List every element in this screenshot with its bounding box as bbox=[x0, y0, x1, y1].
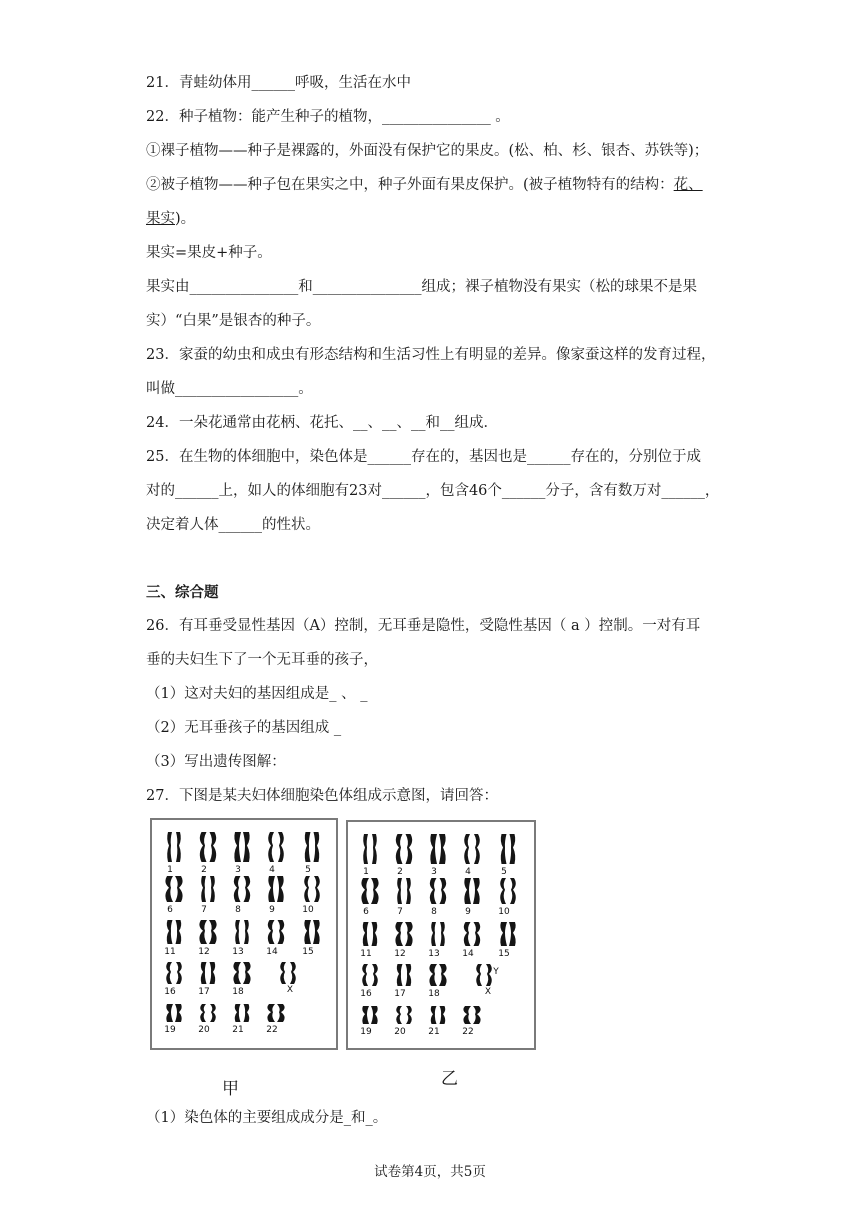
yi-chromosome-16 bbox=[362, 964, 378, 986]
jia-chromosome-15 bbox=[304, 920, 319, 944]
q25-line-3: 决定着人体______的性状。 bbox=[146, 517, 320, 533]
jia-chromosome-label-17: 17 bbox=[198, 987, 210, 997]
jia-chromosome-label-19: 19 bbox=[164, 1025, 176, 1035]
q25-line-2: 对的______上，如人的体细胞有23对______，包含46个______分子，含有数万对______， bbox=[146, 483, 720, 499]
yi-chromosome-label-19: 19 bbox=[360, 1027, 372, 1037]
yi-chromosome-15 bbox=[500, 922, 515, 946]
yi-chromosome-label-16: 16 bbox=[360, 989, 372, 999]
jia-chromosome-label-3: 3 bbox=[235, 865, 241, 875]
jia-chromosome-label-9: 9 bbox=[269, 905, 275, 915]
jia-chromosome-11 bbox=[167, 920, 181, 944]
jia-chromosome-label-5: 5 bbox=[305, 865, 311, 875]
yi-chromosome-3 bbox=[430, 834, 445, 864]
jia-chromosome-label-18: 18 bbox=[232, 987, 244, 997]
jia-chromosome-label-6: 6 bbox=[167, 905, 173, 915]
yi-chromosome-8 bbox=[430, 878, 446, 904]
jia-chromosome-label-10: 10 bbox=[302, 905, 314, 915]
karyotype-panel-jia bbox=[150, 818, 338, 1050]
yi-chromosome-6 bbox=[361, 878, 378, 904]
yi-chromosome-label-5: 5 bbox=[501, 867, 507, 877]
yi-sex-chromosome bbox=[476, 964, 492, 986]
jia-chromosome-16 bbox=[166, 962, 182, 984]
yi-chromosome-5 bbox=[501, 834, 515, 864]
jia-chromosome-2 bbox=[200, 832, 216, 862]
q26-line-2: 垂的夫妇生下了一个无耳垂的孩子， bbox=[146, 652, 378, 668]
jia-chromosome-5 bbox=[305, 832, 319, 862]
jia-chromosome-label-7: 7 bbox=[201, 905, 207, 915]
q22-fruit-formula: 果实=果皮+种子。 bbox=[146, 245, 272, 261]
jia-chromosome-12 bbox=[199, 920, 216, 944]
yi-chromosome-14 bbox=[464, 922, 480, 946]
yi-chromosome-17 bbox=[397, 964, 411, 986]
jia-chromosome-label-13: 13 bbox=[232, 947, 244, 957]
q22-gymnosperm-line: ①裸子植物——种子是裸露的，外面没有保护它的果皮。(松、柏、杉、银杏、苏铁等)； bbox=[146, 143, 709, 159]
yi-chromosome-label-18: 18 bbox=[428, 989, 440, 999]
jia-chromosome-label-2: 2 bbox=[201, 865, 207, 875]
jia-chromosome-3 bbox=[234, 832, 249, 862]
jia-chromosome-10 bbox=[304, 876, 320, 902]
jia-chromosome-14 bbox=[268, 920, 284, 944]
q21-line: 21．青蛙幼体用______呼吸，生活在水中 bbox=[146, 75, 411, 91]
yi-chromosome-label-7: 7 bbox=[397, 907, 403, 917]
q22-line: 22．种子植物：能产生种子的植物，_______________ 。 bbox=[146, 109, 510, 125]
jia-chromosome-label-22: 22 bbox=[266, 1025, 278, 1035]
q22-fruit-composition: 果实由_______________和_______________组成；裸子植物没有果实（松的球果不是果 bbox=[146, 279, 697, 295]
jia-chromosome-22 bbox=[267, 1004, 284, 1022]
q26-line-1: 26．有耳垂受显性基因（A）控制，无耳垂是隐性，受隐性基因（ a ）控制。一对有耳 bbox=[146, 618, 701, 634]
yi-chromosome-label-20: 20 bbox=[394, 1027, 406, 1037]
jia-chromosome-label-8: 8 bbox=[235, 905, 241, 915]
jia-sex-label-x: X bbox=[286, 985, 294, 995]
jia-chromosome-label-1: 1 bbox=[167, 865, 173, 875]
yi-chromosome-21 bbox=[431, 1006, 445, 1024]
yi-chromosome-label-14: 14 bbox=[462, 949, 474, 959]
jia-chromosome-18 bbox=[233, 962, 250, 984]
yi-chromosome-label-13: 13 bbox=[428, 949, 440, 959]
q23-line-2: 叫做_________________。 bbox=[146, 381, 313, 397]
yi-chromosome-label-1: 1 bbox=[363, 867, 369, 877]
jia-chromosome-label-4: 4 bbox=[269, 865, 275, 875]
q22-angiosperm-text: ②被子植物——种子包在果实之中，种子外面有果皮保护。(被子植物特有的结构： bbox=[146, 177, 674, 193]
q26-part-3: （3）写出遗传图解： bbox=[146, 754, 286, 770]
yi-chromosome-22 bbox=[463, 1006, 480, 1024]
jia-chromosome-7 bbox=[201, 876, 215, 902]
q22-ginkgo-line: 实）“白果”是银杏的种子。 bbox=[146, 313, 321, 329]
yi-chromosome-20 bbox=[396, 1006, 412, 1024]
q22-angiosperm-line bbox=[146, 175, 703, 195]
yi-chromosome-9 bbox=[464, 878, 479, 904]
jia-chromosome-label-14: 14 bbox=[266, 947, 278, 957]
jia-chromosome-label-16: 16 bbox=[164, 987, 176, 997]
q22-fruit-line bbox=[146, 209, 195, 229]
page-footer: 试卷第4页，共5页 bbox=[374, 1164, 486, 1180]
jia-chromosome-label-15: 15 bbox=[302, 947, 314, 957]
jia-chromosome-label-21: 21 bbox=[232, 1025, 244, 1035]
q22-fruit-underlined: 果实 bbox=[146, 211, 175, 227]
q26-part-1: （1）这对夫妇的基因组成是_ 、 _ bbox=[146, 686, 368, 702]
jia-chromosome-4 bbox=[268, 832, 284, 862]
yi-chromosome-1 bbox=[363, 834, 377, 864]
yi-chromosome-label-3: 3 bbox=[431, 867, 437, 877]
yi-sex-label-y: Y bbox=[493, 967, 499, 977]
yi-chromosome-18 bbox=[429, 964, 446, 986]
jia-chromosome-label-12: 12 bbox=[198, 947, 210, 957]
caption-jia: 甲 bbox=[222, 1079, 239, 1099]
jia-chromosome-8 bbox=[234, 876, 250, 902]
yi-chromosome-4 bbox=[464, 834, 480, 864]
yi-sex-label-x: X bbox=[484, 987, 492, 997]
q22-fruit-tail: )。 bbox=[175, 211, 196, 227]
yi-chromosome-label-9: 9 bbox=[465, 907, 471, 917]
jia-chromosome-6 bbox=[165, 876, 182, 902]
jia-chromosome-9 bbox=[268, 876, 283, 902]
yi-chromosome-11 bbox=[363, 922, 377, 946]
yi-chromosome-label-22: 22 bbox=[462, 1027, 474, 1037]
q22-flower-underlined: 花、 bbox=[673, 177, 703, 193]
q26-part-2: （2）无耳垂孩子的基因组成 _ bbox=[146, 720, 342, 736]
yi-chromosome-label-6: 6 bbox=[363, 907, 369, 917]
yi-chromosome-label-4: 4 bbox=[465, 867, 471, 877]
karyotype-figure-yi bbox=[348, 822, 534, 1048]
jia-chromosome-label-11: 11 bbox=[164, 947, 176, 957]
yi-chromosome-label-2: 2 bbox=[397, 867, 403, 877]
yi-chromosome-label-21: 21 bbox=[428, 1027, 440, 1037]
yi-chromosome-label-8: 8 bbox=[431, 907, 437, 917]
yi-chromosome-label-10: 10 bbox=[498, 907, 510, 917]
q27-part-1: （1）染色体的主要组成成分是_和_。 bbox=[146, 1110, 388, 1126]
q27-line: 27．下图是某夫妇体细胞染色体组成示意图，请回答： bbox=[146, 788, 498, 804]
yi-chromosome-label-11: 11 bbox=[360, 949, 372, 959]
q25-line-1: 25．在生物的体细胞中，染色体是______存在的，基因也是______存在的，分别位于成 bbox=[146, 449, 701, 465]
jia-chromosome-1 bbox=[167, 832, 181, 862]
yi-chromosome-label-12: 12 bbox=[394, 949, 406, 959]
yi-chromosome-label-15: 15 bbox=[498, 949, 510, 959]
jia-chromosome-20 bbox=[200, 1004, 216, 1022]
yi-chromosome-7 bbox=[397, 878, 411, 904]
jia-sex-chromosome bbox=[280, 962, 296, 984]
karyotype-figure-jia bbox=[152, 820, 336, 1048]
yi-chromosome-10 bbox=[500, 878, 516, 904]
yi-chromosome-19 bbox=[362, 1006, 377, 1024]
yi-chromosome-12 bbox=[395, 922, 412, 946]
jia-chromosome-13 bbox=[235, 920, 249, 944]
jia-chromosome-17 bbox=[201, 962, 215, 984]
q23-line-1: 23．家蚕的幼虫和成虫有形态结构和生活习性上有明显的差异。像家蚕这样的发育过程， bbox=[146, 347, 716, 363]
yi-chromosome-label-17: 17 bbox=[394, 989, 406, 999]
jia-chromosome-19 bbox=[166, 1004, 181, 1022]
yi-chromosome-13 bbox=[431, 922, 445, 946]
section-3-heading: 三、综合题 bbox=[146, 584, 219, 601]
jia-chromosome-21 bbox=[235, 1004, 249, 1022]
q24-line: 24．一朵花通常由花柄、花托、__、__、__和__组成． bbox=[146, 415, 498, 431]
caption-yi: 乙 bbox=[441, 1069, 458, 1089]
karyotype-panel-yi bbox=[346, 820, 536, 1050]
jia-chromosome-label-20: 20 bbox=[198, 1025, 210, 1035]
yi-chromosome-2 bbox=[396, 834, 412, 864]
